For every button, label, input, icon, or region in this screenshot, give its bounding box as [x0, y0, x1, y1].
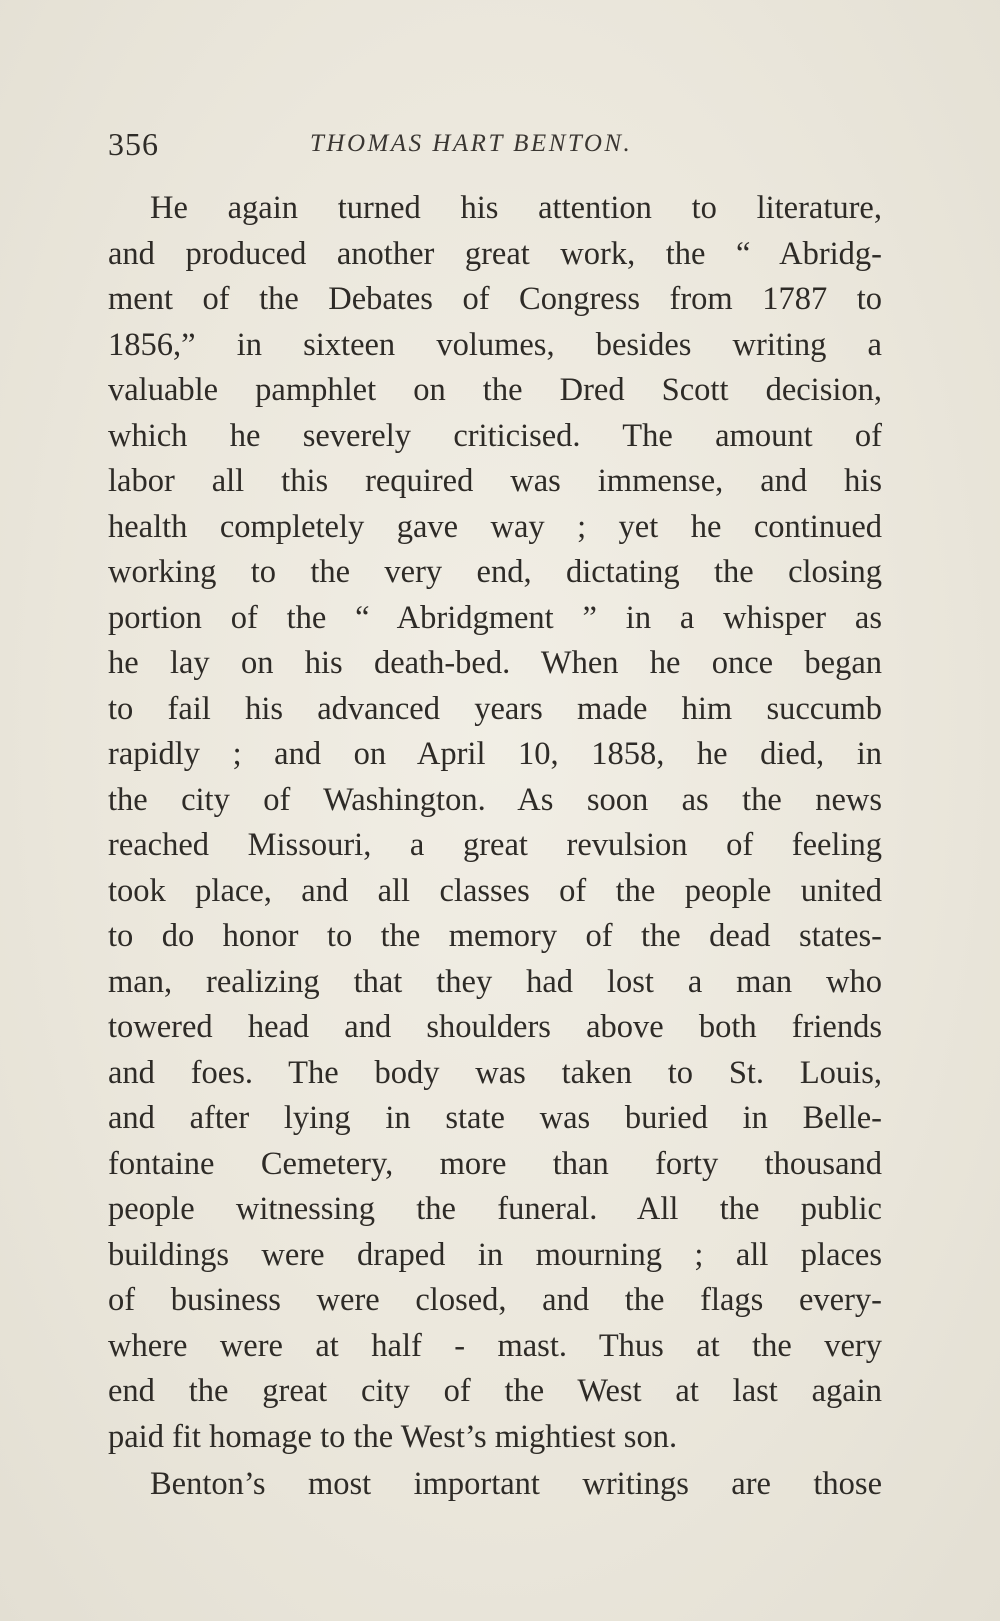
text-line: and foes. The body was taken to St. Louis,: [108, 1054, 882, 1091]
text-line: towered head and shoulders above both friends: [108, 1009, 882, 1045]
body-text: [108, 186, 882, 1508]
text-line: health completely gave way ; yet he continued: [108, 508, 882, 545]
text-line: valuable pamphlet on the Dred Scott decision,: [108, 372, 882, 408]
text-line: working to the very end, dictating the closing: [108, 554, 882, 590]
text-line: to do honor to the memory of the dead states-: [108, 918, 882, 954]
text-line: ment of the Debates of Congress from 1787 to: [108, 281, 882, 317]
text-line: where were at half - mast. Thus at the very: [108, 1327, 882, 1364]
text-line: buildings were draped in mourning ; all places: [108, 1236, 882, 1273]
text-line: to fail his advanced years made him succumb: [108, 690, 882, 727]
text-line: labor all this required was immense, and his: [108, 463, 882, 499]
text-line: the city of Washington. As soon as the news: [108, 781, 882, 818]
text-line: he lay on his death-bed. When he once began: [108, 645, 882, 681]
text-line: and produced another great work, the “ Abridg-: [108, 235, 882, 272]
paragraph-2: [108, 1462, 882, 1508]
page-header: [108, 126, 880, 170]
text-line: 1856,” in sixteen volumes, besides writing a: [108, 326, 882, 363]
running-title: THOMAS HART BENTON.: [310, 130, 633, 157]
text-line: paid fit homage to the West’s mightiest son.: [108, 1418, 678, 1455]
text-line: Benton’s most important writings are those: [150, 1466, 882, 1502]
text-line: people witnessing the funeral. All the public: [108, 1191, 882, 1227]
page-number: 356: [108, 126, 159, 162]
paragraph-1: [108, 186, 882, 1460]
text-line: portion of the “ Abridgment ” in a whisper as: [108, 599, 882, 636]
text-line: rapidly ; and on April 10, 1858, he died, in: [108, 736, 882, 772]
text-line: which he severely criticised. The amount of: [108, 417, 882, 454]
text-line: of business were closed, and the flags every-: [108, 1282, 882, 1318]
text-line: He again turned his attention to literature,: [150, 190, 882, 226]
text-line: and after lying in state was buried in Belle-: [108, 1100, 882, 1136]
text-line: end the great city of the West at last again: [108, 1373, 882, 1409]
text-line: reached Missouri, a great revulsion of feeling: [108, 827, 882, 863]
text-line: man, realizing that they had lost a man who: [108, 963, 882, 1000]
text-line: fontaine Cemetery, more than forty thousand: [108, 1145, 882, 1182]
text-line: took place, and all classes of the people united: [108, 872, 882, 909]
